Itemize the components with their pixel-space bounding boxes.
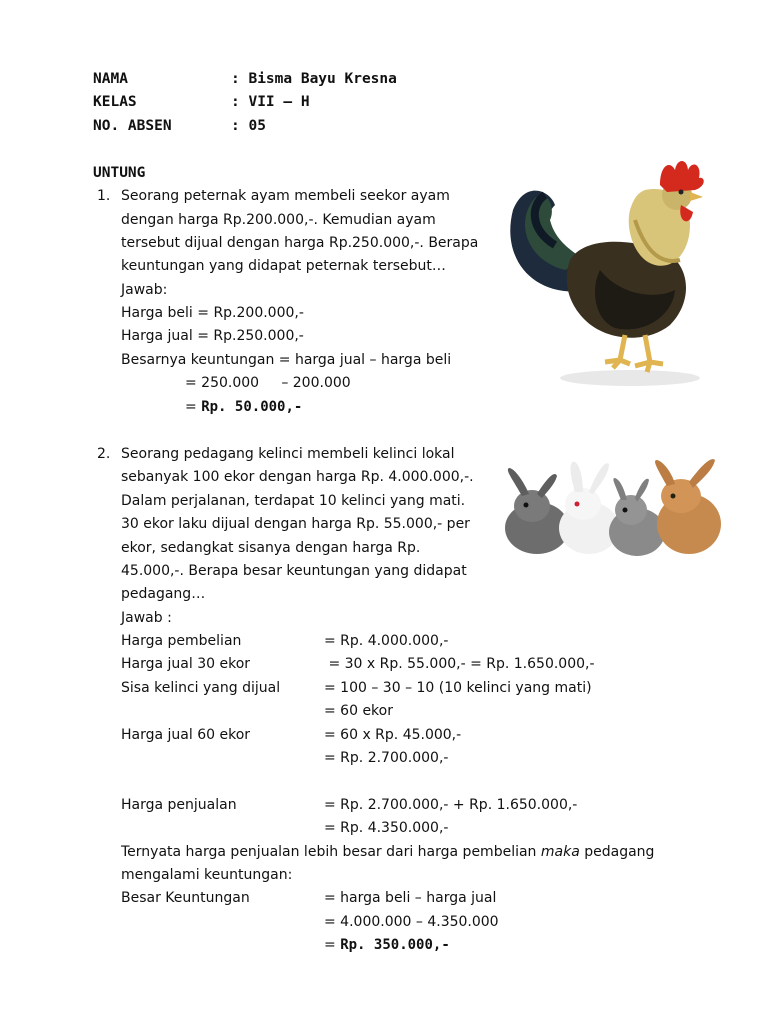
nama-label: NAMA [93, 71, 128, 87]
q2-row-value: = 60 x Rp. 45.000,- [324, 727, 462, 743]
q1-line: tersebut dijual dengan harga Rp.250.000,-. Berapa [121, 235, 479, 251]
q2-row-value: = Rp. 4.000.000,- [324, 633, 449, 649]
q2-keuntungan-label: Besar Keuntungan [121, 890, 250, 906]
q2-row-value: = 30 x Rp. 55.000,- = Rp. 1.650.000,- [324, 656, 595, 672]
q2-conclusion-c: pedagang [579, 844, 655, 860]
q1-result: Rp. 50.000,- [201, 399, 303, 415]
q1-rumus: Besarnya keuntungan = harga jual – harga beli [121, 352, 452, 368]
nama-value: : Bisma Bayu Kresna [231, 71, 397, 87]
q1-line: dengan harga Rp.200.000,-. Kemudian ayam [121, 212, 436, 228]
q2-jawab: Jawab : [121, 610, 172, 626]
q2-row-label: Sisa kelinci yang dijual [121, 680, 281, 696]
q2-conclusion [121, 844, 654, 860]
q2-row-value: = Rp. 4.350.000,- [324, 820, 449, 836]
q2-number: 2. [97, 446, 111, 462]
q2-row-value: = 60 ekor [324, 703, 393, 719]
q2-keuntungan-3 [324, 937, 450, 953]
q1-number: 1. [97, 188, 111, 204]
q1-result-line [185, 399, 302, 415]
q2-keuntungan-result: Rp. 350.000,- [340, 937, 450, 953]
q2-keuntungan-2: = 4.000.000 – 4.350.000 [324, 914, 499, 930]
q2-line: Seorang pedagang kelinci membeli kelinci lokal [121, 446, 455, 462]
q2-row-value: = 100 – 30 – 10 (10 kelinci yang mati) [324, 680, 592, 696]
q1-harga-beli: Harga beli = Rp.200.000,- [121, 305, 304, 321]
q1-calc: = 250.000 – 200.000 [185, 375, 351, 391]
q2-line: 45.000,-. Berapa besar keuntungan yang didapat [121, 563, 467, 579]
q2-conclusion-maka: maka [540, 844, 580, 860]
q1-line: keuntungan yang didapat peternak tersebut… [121, 258, 446, 274]
absen-value: : 05 [231, 118, 266, 134]
q1-line: Seorang peternak ayam membeli seekor ayam [121, 188, 450, 204]
section-title: UNTUNG [93, 165, 146, 181]
q2-line: pedagang… [121, 586, 206, 602]
q1-harga-jual: Harga jual = Rp.250.000,- [121, 328, 304, 344]
q2-row-label: Harga penjualan [121, 797, 237, 813]
q2-keuntungan-eq: = [324, 937, 341, 953]
q2-row-value: = Rp. 2.700.000,- + Rp. 1.650.000,- [324, 797, 578, 813]
q2-line: sebanyak 100 ekor dengan harga Rp. 4.000.000,-. [121, 469, 474, 485]
q2-line: 30 ekor laku dijual dengan harga Rp. 55.000,- per [121, 516, 470, 532]
q2-row-label: Harga jual 60 ekor [121, 727, 251, 743]
q2-conclusion-2: mengalami keuntungan: [121, 867, 293, 883]
q1-jawab: Jawab: [121, 282, 168, 298]
rooster-illustration [495, 150, 725, 390]
q2-row-value: = Rp. 2.700.000,- [324, 750, 449, 766]
q2-line: ekor, sedangkat sisanya dengan harga Rp. [121, 540, 421, 556]
q2-row-label: Harga pembelian [121, 633, 242, 649]
q1-result-eq: = [185, 399, 202, 415]
kelas-value: : VII – H [231, 94, 310, 110]
rabbits-photo [497, 448, 725, 560]
q2-line: Dalam perjalanan, terdapat 10 kelinci yang mati. [121, 493, 466, 509]
q2-keuntungan-1: = harga beli – harga jual [324, 890, 497, 906]
q2-conclusion-a: Ternyata harga penjualan lebih besar dari harga pembelian [121, 844, 541, 860]
kelas-label: KELAS [93, 94, 137, 110]
absen-label: NO. ABSEN [93, 118, 172, 134]
q2-row-label: Harga jual 30 ekor [121, 656, 251, 672]
